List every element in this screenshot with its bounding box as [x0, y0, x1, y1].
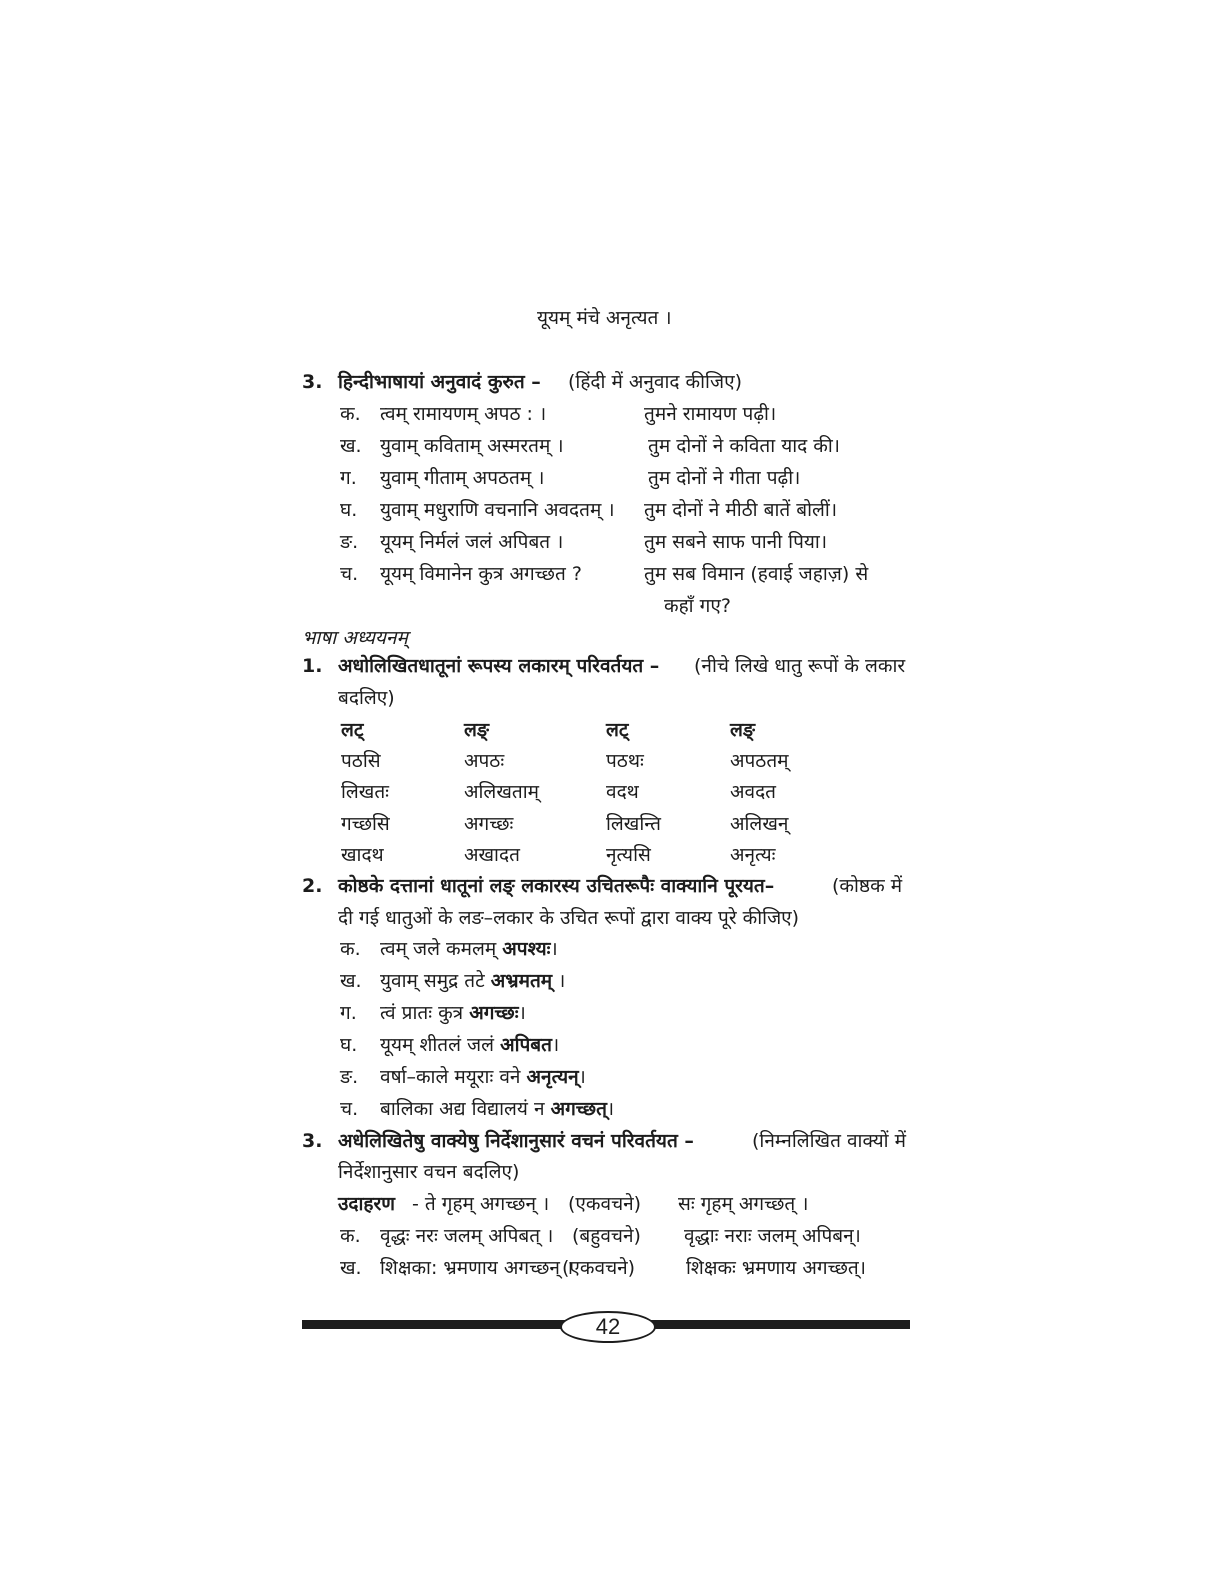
q3-item-label: ख. — [340, 435, 362, 457]
q2-title: कोष्ठके दत्तानां धातूनां लङ् लकारस्य उचितरूपैः वाक्यानि पूरयत– — [338, 875, 775, 897]
q2-item-sentence: त्वं प्रातः कुत्र — [380, 1002, 464, 1024]
q2-item-answer: अगच्छः — [469, 1002, 519, 1024]
q2-item-answer: अभ्रमतम् — [490, 970, 553, 992]
table-cell: लिखतः — [341, 781, 390, 803]
q3-item-sanskrit: युवाम् कविताम् अस्मरतम् । — [380, 435, 564, 457]
q2-item — [340, 1097, 615, 1121]
table-cell: अलिखन् — [730, 813, 789, 835]
q2-item-sentence: त्वम् जले कमलम् — [380, 938, 497, 960]
q3-item-label: च. — [340, 563, 359, 585]
q2-item-end: । — [551, 1034, 560, 1056]
q3-item-hindi: तुम सबने साफ पानी पिया। — [644, 531, 828, 553]
q3b-item-text: शिक्षका: भ्रमणाय अगच्छन् । — [380, 1257, 574, 1279]
q2-item-label: च. — [340, 1098, 359, 1120]
q2-item-label: ख. — [340, 970, 362, 992]
q2-item-answer: अपिबत — [500, 1034, 552, 1056]
q2-item-answer: अनृत्यन् — [526, 1066, 579, 1088]
q2-item-answer: अगच्छत् — [550, 1098, 607, 1120]
q2-item-label: क. — [340, 938, 361, 960]
q3b-title: अधेलिखितेषु वाक्येषु निर्देशानुसारं वचनं परिवर्तयत – — [338, 1130, 694, 1152]
table-cell: अवदत — [730, 781, 776, 803]
q3-item-label: ग. — [340, 467, 357, 489]
q2-item-label: घ. — [340, 1034, 358, 1056]
q2-item-end: । — [578, 1066, 586, 1088]
q2-item-sentence: युवाम् समुद्र तटे — [380, 970, 485, 992]
top-line: यूयम् मंचे अनृत्यत । — [537, 307, 672, 329]
q3b-item-answer: शिक्षकः भ्रमणाय अगच्छत्। — [686, 1257, 866, 1279]
q3b-item-hint: (एकवचने) — [562, 1257, 636, 1279]
table-cell: वदथ — [606, 781, 639, 803]
q2-subtitle: (कोष्ठक में — [832, 875, 903, 897]
q2-item-end: । — [550, 938, 558, 960]
q2-item-text — [380, 937, 558, 961]
table-header: लट् — [606, 719, 629, 741]
q3-item-label: क. — [340, 403, 361, 425]
q2-item-label: ङ. — [340, 1066, 359, 1088]
section-heading: भाषा अध्ययनम् — [302, 627, 408, 649]
q3b-number: 3. — [302, 1130, 323, 1152]
table-cell: पठसि — [341, 750, 381, 772]
q3-item-label: घ. — [340, 499, 358, 521]
q3-item-hindi: तुम दोनों ने गीता पढ़ी। — [648, 467, 801, 489]
q2-item-label: ग. — [340, 1002, 357, 1024]
table-header: लट् — [341, 719, 364, 741]
q2-item — [340, 1065, 586, 1089]
q3b-item-answer: वृद्धाः नराः जलम् अपिबन्। — [684, 1225, 861, 1247]
q3b-subtitle: (निम्नलिखित वाक्यों में — [752, 1130, 906, 1152]
table-header: लङ् — [464, 719, 489, 741]
q2-item — [340, 937, 558, 961]
q3-item-hindi: तुम सब विमान (हवाई जहाज़) से — [644, 563, 869, 585]
table-cell: अनृत्यः — [730, 844, 776, 866]
example-hint: (एकवचने) — [568, 1193, 642, 1215]
q3-subtitle: (हिंदी में अनुवाद कीजिए) — [568, 371, 743, 393]
q2-item — [340, 969, 566, 993]
q2-item-end: । — [606, 1098, 615, 1120]
q2-item-sentence: बालिका अद्य विद्यालयं न — [380, 1098, 545, 1120]
page-number: 42 — [560, 1311, 656, 1343]
q3-item-sanskrit: युवाम् मधुराणि वचनानि अवदतम् । — [380, 499, 615, 521]
table-cell: अपठः — [464, 750, 505, 772]
q3b-item-text: वृद्धः नरः जलम् अपिबत् । — [380, 1225, 554, 1247]
q2-item — [340, 1001, 526, 1025]
table-cell: खादथ — [341, 844, 384, 866]
q1-subtitle: (नीचे लिखे धातु रूपों के लकार — [694, 655, 906, 677]
table-cell: पठथः — [606, 750, 644, 772]
q2-item-answer: अपश्यः — [502, 938, 551, 960]
q3-item-hindi-cont: कहाँ गए? — [664, 595, 731, 617]
q3-item-hindi: तुमने रामायण पढ़ी। — [644, 403, 777, 425]
table-cell: अखादत — [464, 844, 520, 866]
q2-item-text — [380, 1033, 559, 1057]
q3-item-sanskrit: युवाम् गीताम् अपठतम् । — [380, 467, 545, 489]
q3-item-sanskrit: यूयम् विमानेन कुत्र अगच्छत ? — [380, 563, 582, 585]
table-cell: अपठतम् — [730, 750, 789, 772]
q2-item-end: । — [518, 1002, 526, 1024]
table-cell: लिखन्ति — [606, 813, 661, 835]
table-cell: अगच्छः — [464, 813, 514, 835]
q3-item-hindi: तुम दोनों ने कविता याद की। — [648, 435, 840, 457]
q3-item-hindi: तुम दोनों ने मीठी बातें बोलीं। — [644, 499, 838, 521]
q2-subtitle-cont: दी गई धातुओं के लङ–लकार के उचित रूपों द्वारा वाक्य पूरे कीजिए) — [338, 907, 800, 929]
q2-item-end: । — [552, 970, 566, 992]
q1-number: 1. — [302, 655, 323, 677]
table-cell: अलिखताम् — [464, 781, 539, 803]
q2-item — [340, 1033, 560, 1057]
q2-item-text — [380, 1097, 614, 1121]
q2-item-text — [380, 1065, 586, 1089]
table-cell: नृत्यसि — [606, 844, 651, 866]
q3b-item-hint: (बहुवचने) — [572, 1225, 641, 1247]
q3b-item-label: ख. — [340, 1257, 362, 1279]
q1-subtitle-cont: बदलिए) — [338, 687, 395, 709]
q2-item-text — [380, 1001, 526, 1025]
table-cell: गच्छसि — [341, 813, 390, 835]
q2-item-text — [380, 969, 565, 993]
example-answer: सः गृहम् अगच्छत् । — [678, 1193, 809, 1215]
q3-item-sanskrit: यूयम् निर्मलं जलं अपिबत । — [380, 531, 564, 553]
q3-item-label: ङ. — [340, 531, 359, 553]
q3b-subtitle-cont: निर्देशानुसार वचन बदलिए) — [338, 1161, 520, 1183]
q3-number: 3. — [302, 371, 323, 393]
q2-item-sentence: यूयम् शीतलं जलं — [380, 1034, 495, 1056]
q3-item-sanskrit: त्वम् रामायणम् अपठ : । — [380, 403, 547, 425]
q2-number: 2. — [302, 875, 323, 897]
example-text: - ते गृहम् अगच्छन् । — [412, 1193, 550, 1215]
q1-title: अधोलिखितधातूनां रूपस्य लकारम् परिवर्तयत – — [338, 655, 660, 677]
q2-item-sentence: वर्षा–काले मयूराः वने — [380, 1066, 521, 1088]
q3b-item-label: क. — [340, 1225, 361, 1247]
example-label: उदाहरण — [338, 1193, 396, 1215]
q3-title: हिन्दीभाषायां अनुवादं कुरुत – — [338, 371, 541, 393]
table-header: लङ् — [730, 719, 755, 741]
